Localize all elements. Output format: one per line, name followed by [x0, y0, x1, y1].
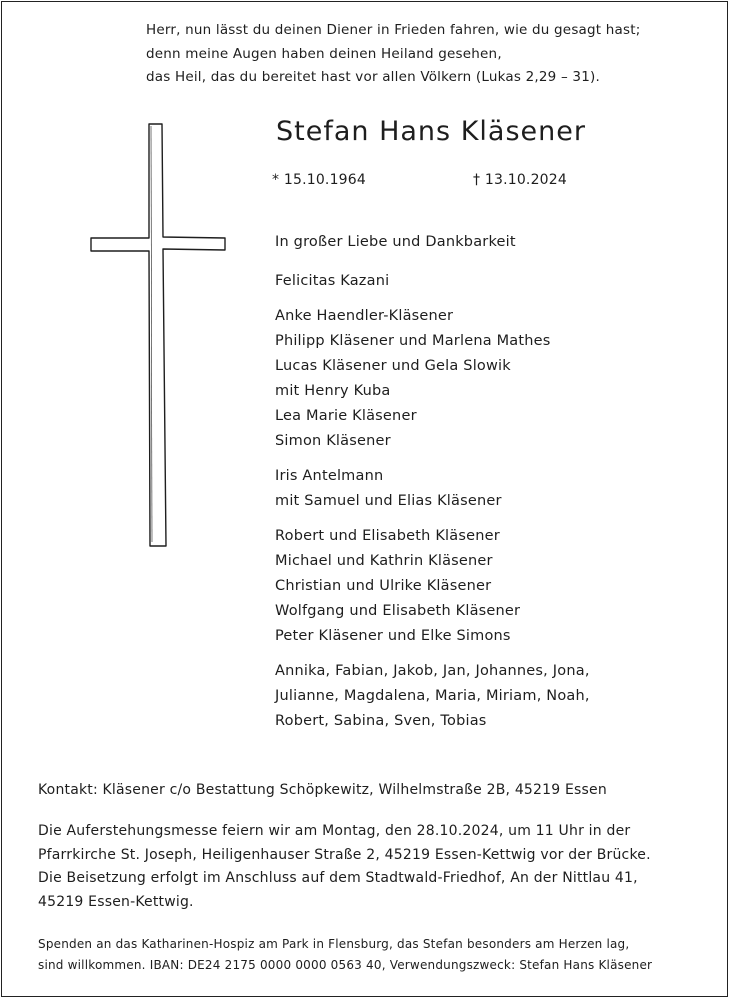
list-item: Anke Haendler-Kläsener: [275, 308, 454, 324]
list-item: Wolfgang und Elisabeth Kläsener: [275, 603, 521, 619]
ceremony-line: Pfarrkirche St. Joseph, Heiligenhauser Straße 2, 45219 Essen-Kettwig vor der Brücke.: [38, 846, 651, 863]
ceremony-line: Die Auferstehungsmesse feiern wir am Montag, den 28.10.2024, um 11 Uhr in der: [38, 823, 631, 839]
contact-info: Kontakt: Kläsener c/o Bestattung Schöpkewitz, Wilhelmstraße 2B, 45219 Essen: [38, 782, 607, 798]
ceremony-info: [38, 820, 651, 914]
ceremony-line: Die Beisetzung erfolgt im Anschluss auf dem Stadtwald-Friedhof, An der Nittlau 41,: [38, 870, 638, 886]
list-item: mit Henry Kuba: [275, 383, 391, 399]
mourners-intro: In großer Liebe und Dankbarkeit: [275, 234, 516, 250]
list-item: Michael und Kathrin Kläsener: [275, 553, 493, 569]
list-item: Christian und Ulrike Kläsener: [275, 578, 492, 594]
donation-line: sind willkommen. IBAN: DE24 2175 0000 0000 0563 40, Verwendungszweck: Stefan Hans Kläsener: [38, 958, 653, 972]
list-item: Philipp Kläsener und Marlena Mathes: [275, 333, 551, 349]
deceased-name: Stefan Hans Kläsener: [276, 116, 586, 147]
donation-info: [38, 934, 652, 976]
verse-line: denn meine Augen haben deinen Heiland gesehen,: [146, 45, 502, 62]
bible-verse: [146, 19, 640, 90]
list-item: Annika, Fabian, Jakob, Jan, Johannes, Jona,: [275, 663, 590, 679]
death-date: † 13.10.2024: [473, 172, 568, 188]
list-item: Iris Antelmann: [275, 468, 384, 484]
list-item: Peter Kläsener und Elke Simons: [275, 628, 511, 644]
list-item: Julianne, Magdalena, Maria, Miriam, Noah,: [275, 688, 590, 704]
mourners-list: [275, 230, 590, 734]
donation-line: Spenden an das Katharinen-Hospiz am Park in Flensburg, das Stefan besonders am Herzen lag,: [38, 937, 630, 951]
list-item: Simon Kläsener: [275, 433, 391, 449]
verse-line: das Heil, das du bereitet hast vor allen Völkern (Lukas 2,29 – 31).: [146, 69, 600, 85]
ceremony-line: 45219 Essen-Kettwig.: [38, 893, 194, 910]
list-item: Felicitas Kazani: [275, 273, 390, 289]
list-item: Robert, Sabina, Sven, Tobias: [275, 713, 487, 729]
list-item: Lea Marie Kläsener: [275, 408, 417, 424]
cross-icon: [88, 122, 228, 552]
list-item: mit Samuel und Elias Kläsener: [275, 493, 502, 509]
list-item: Lucas Kläsener und Gela Slowik: [275, 358, 511, 374]
list-item: Robert und Elisabeth Kläsener: [275, 528, 500, 544]
birth-date: * 15.10.1964: [272, 172, 367, 188]
verse-line: Herr, nun lässt du deinen Diener in Frieden fahren, wie du gesagt hast;: [146, 22, 641, 38]
